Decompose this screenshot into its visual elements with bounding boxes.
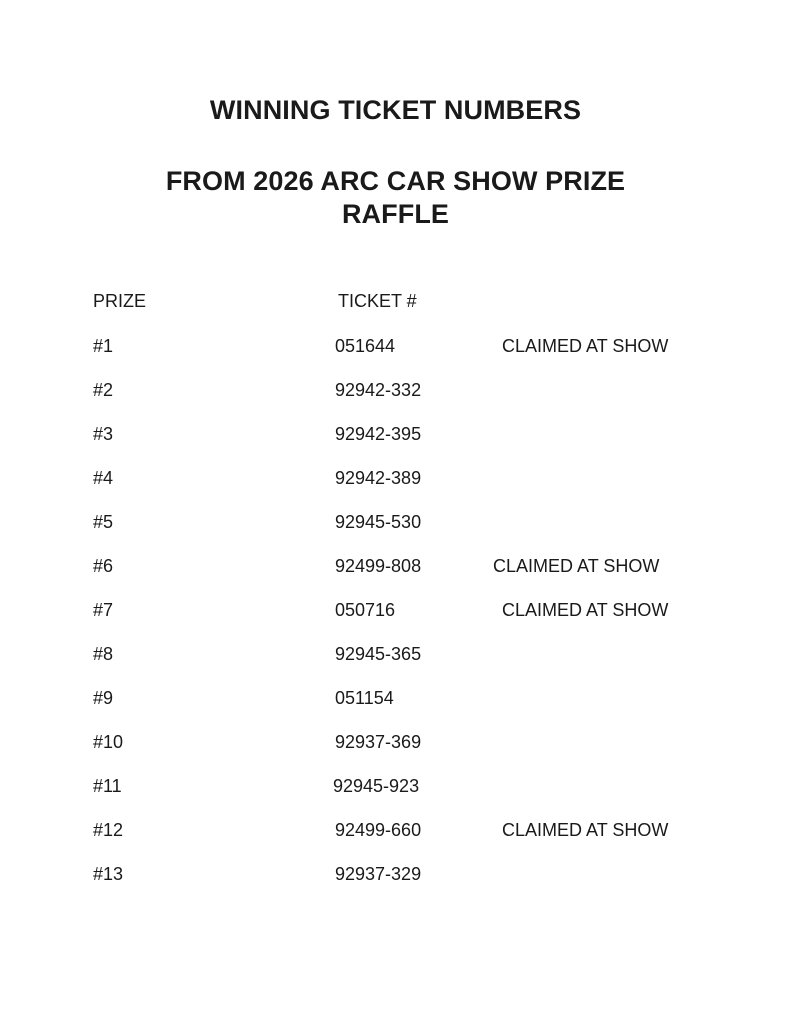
prize-number: #11 <box>93 776 122 796</box>
prize-number: #7 <box>93 600 114 620</box>
prize-number: #12 <box>93 820 124 840</box>
prize-number: #2 <box>93 380 114 400</box>
prize-number: #6 <box>93 556 114 576</box>
prize-number: #8 <box>93 644 114 664</box>
title-line-3: RAFFLE <box>341 199 450 229</box>
table-row <box>0 775 791 819</box>
table-row <box>0 599 791 643</box>
ticket-number: 92942-332 <box>335 380 422 400</box>
table-row <box>0 335 791 379</box>
ticket-number: 92499-660 <box>335 820 422 840</box>
ticket-number: 92937-329 <box>335 864 422 884</box>
prize-column-header: PRIZE <box>93 291 147 311</box>
winners-table <box>0 335 791 907</box>
ticket-number: 92937-369 <box>335 732 422 752</box>
table-row <box>0 819 791 863</box>
table-row <box>0 555 791 599</box>
ticket-number: 051154 <box>335 688 394 708</box>
table-row <box>0 423 791 467</box>
claim-status: CLAIMED AT SHOW <box>493 556 660 576</box>
table-row <box>0 643 791 687</box>
table-row <box>0 511 791 555</box>
ticket-number: 92945-923 <box>333 776 420 796</box>
ticket-number: 92945-530 <box>335 512 422 532</box>
claim-status: CLAIMED AT SHOW <box>502 600 669 620</box>
prize-number: #10 <box>93 732 124 752</box>
prize-number: #3 <box>93 424 114 444</box>
prize-number: #9 <box>93 688 114 708</box>
prize-number: #4 <box>93 468 114 488</box>
ticket-number: 051644 <box>335 336 396 356</box>
prize-number: #13 <box>93 864 124 884</box>
prize-number: #1 <box>93 336 114 356</box>
ticket-number: 92942-389 <box>335 468 422 488</box>
table-row <box>0 731 791 775</box>
ticket-number: 92942-395 <box>335 424 422 444</box>
title-line-2: FROM 2026 ARC CAR SHOW PRIZE <box>165 166 626 196</box>
ticket-number: 92945-365 <box>335 644 422 664</box>
claim-status: CLAIMED AT SHOW <box>502 820 669 840</box>
claim-status: CLAIMED AT SHOW <box>502 336 669 356</box>
ticket-number: 050716 <box>335 600 396 620</box>
table-row <box>0 863 791 907</box>
title-line-1: WINNING TICKET NUMBERS <box>209 95 582 125</box>
ticket-column-header: TICKET # <box>338 291 417 311</box>
prize-number: #5 <box>93 512 114 532</box>
table-row <box>0 687 791 731</box>
table-row <box>0 379 791 423</box>
table-row <box>0 467 791 511</box>
ticket-number: 92499-808 <box>335 556 422 576</box>
